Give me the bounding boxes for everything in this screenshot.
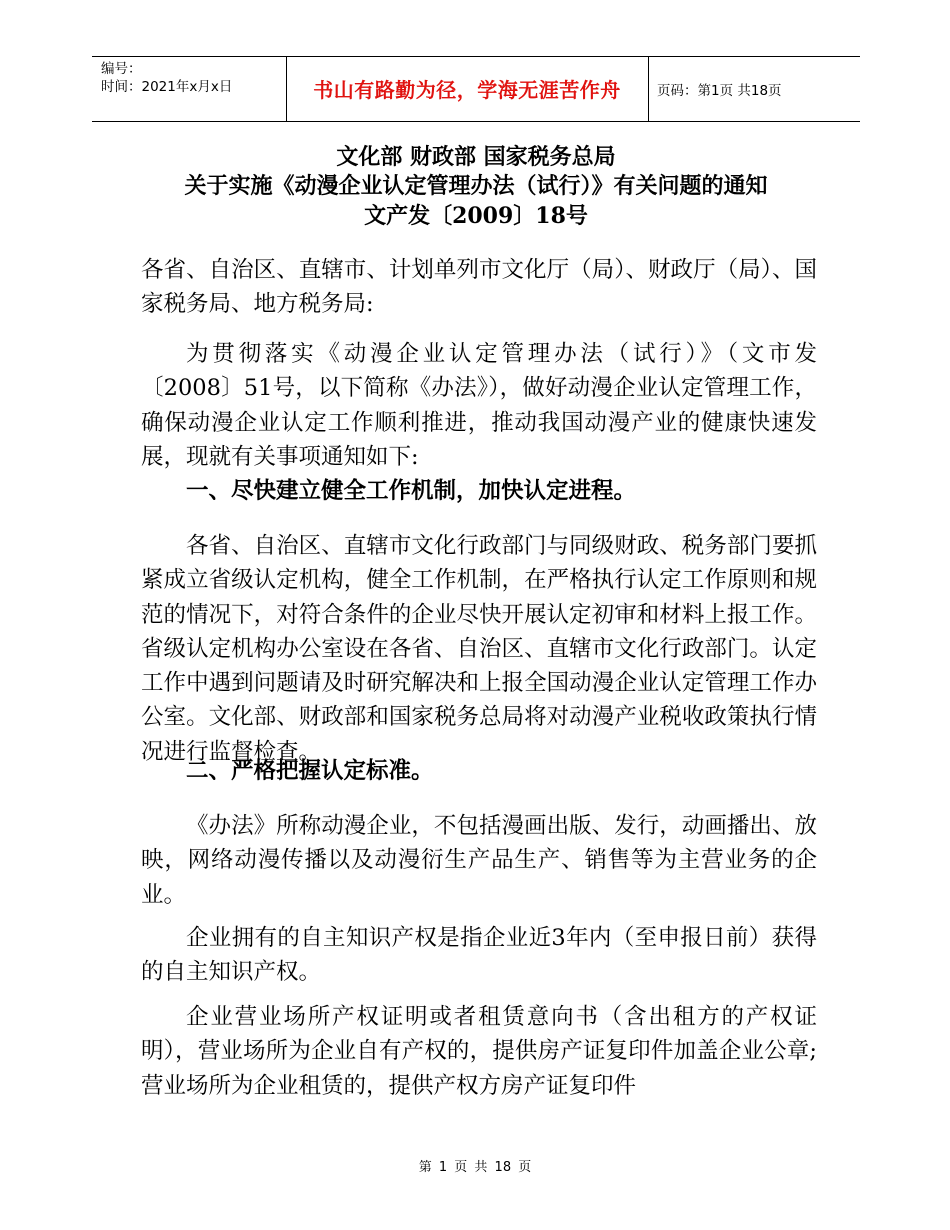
- section-2-paragraph-a: 《办法》所称动漫企业，不包括漫画出版、发行，动画播出、放映，网络动漫传播以及动漫衍生产品生产、销售等为主营业务的企业。: [141, 813, 817, 908]
- header-meta: [101, 60, 232, 96]
- section-heading-2: 二、严格把握认定标准。: [186, 758, 434, 784]
- title-doc-number: 文产发〔2009〕18号: [364, 203, 588, 229]
- title-subject: 关于实施《动漫企业认定管理办法（试行）》有关问题的通知: [184, 173, 768, 199]
- section-1-paragraph: 各省、自治区、直辖市文化行政部门与同级财政、税务部门要抓紧成立省级认定机构，健全工作机制，在严格执行认定工作原则和规范的情况下，对符合条件的企业尽快开展认定初审和材料上报工作。省级认定机构办公室设在各省、自治区、直辖市文化行政部门。认定工作中遇到问题请及时研究解决和上报全国动漫企业认定管理工作办公室。文化部、财政部和国家税务总局将对动漫产业税收政策执行情况进行监督检查。: [141, 533, 817, 765]
- header-number-label: 编号：: [101, 61, 142, 77]
- addressee-paragraph: 各省、自治区、直辖市、计划单列市文化厅（局）、财政厅（局）、国家税务局、地方税务局:: [141, 257, 817, 318]
- header-time-label: 时间：2021年x月x日: [101, 79, 233, 95]
- section-2-paragraph-c: 企业营业场所产权证明或者租赁意向书（含出租方的产权证明），营业场所为企业自有产权的，提供房产证复印件加盖企业公章;营业场所为企业租赁的，提供产权方房产证复印件: [141, 1004, 817, 1099]
- header-motto: 书山有路勤为径，学海无涯苦作舟: [313, 78, 621, 102]
- header-page-info: 页码：第1页 共18页: [657, 82, 782, 99]
- section-2-paragraph-b: 企业拥有的自主知识产权是指企业近3年内（至申报日前）获得的自主知识产权。: [141, 925, 817, 986]
- title-issuers: 文化部 财政部 国家税务总局: [336, 144, 616, 170]
- intro-paragraph: 为贯彻落实《动漫企业认定管理办法（试行）》（文市发〔2008〕51号，以下简称《办法》），做好动漫企业认定管理工作，确保动漫企业认定工作顺利推进，推动我国动漫产业的健康快速发展，现就有关事项通知如下:: [141, 341, 817, 470]
- header-bottom-rule: [92, 121, 860, 122]
- section-heading-1: 一、尽快建立健全工作机制，加快认定进程。: [186, 478, 637, 504]
- header-divider-right: [648, 56, 649, 121]
- footer-page-number: 第 1 页 共 18 页: [418, 1160, 532, 1175]
